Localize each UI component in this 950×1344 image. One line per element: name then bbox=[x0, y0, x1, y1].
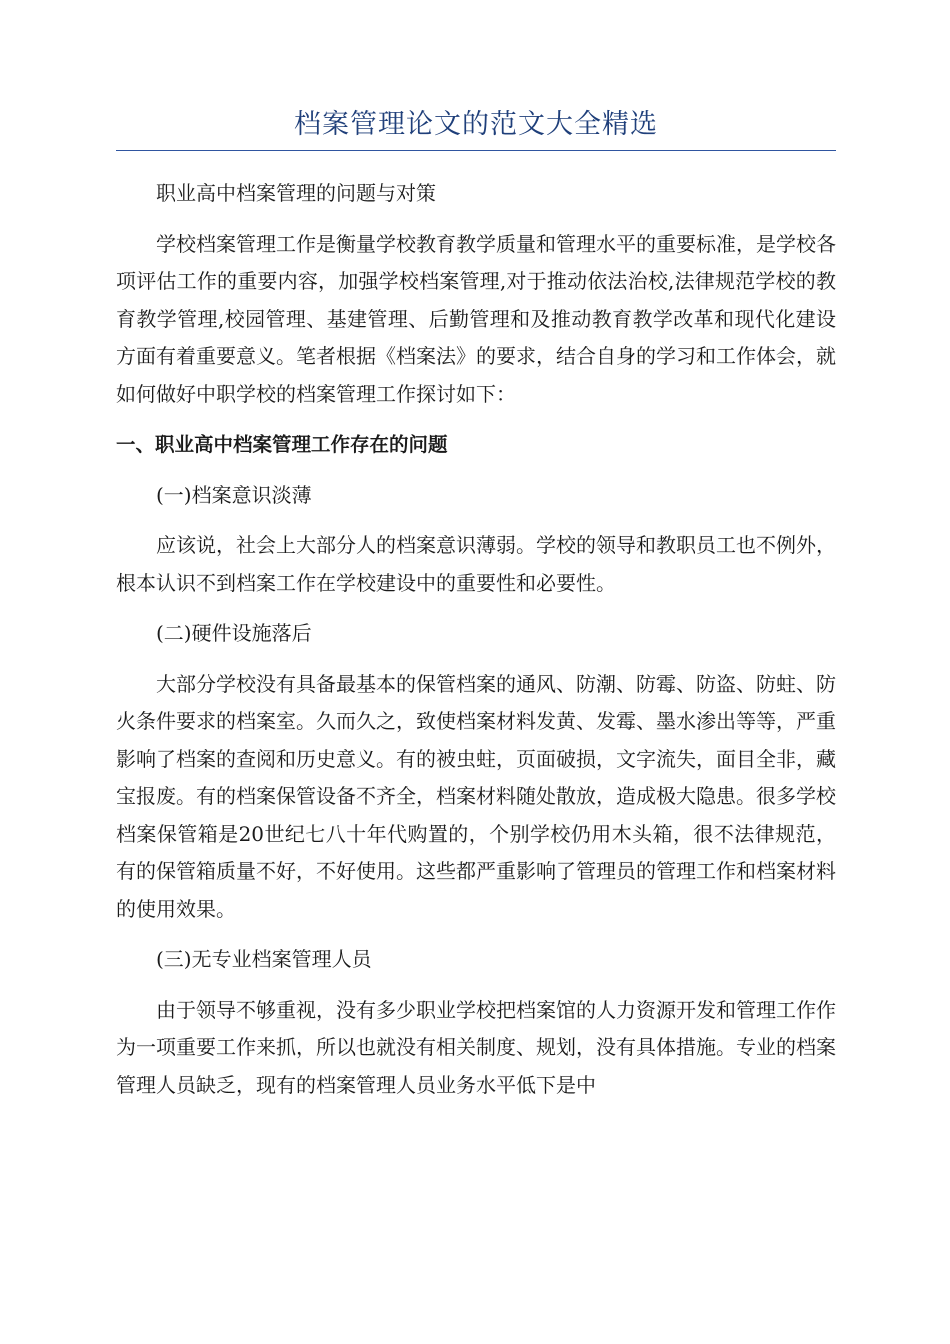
document-page bbox=[116, 110, 836, 1104]
body-paragraph-2: 大部分学校没有具备最基本的保管档案的通风、防潮、防霉、防盗、防蛀、防火条件要求的档案室。久而久之，致使档案材料发黄、发霉、墨水渗出等等，严重影响了档案的查阅和历史意义。有的被虫蛀，页面破损，文字流失，面目全非，藏宝报废。有的档案保管设备不齐全，档案材料随处散放，造成极大隐患。很多学校档案保管箱是20世纪七八十年代购置的，个别学校仍用木头箱，很不法律规范，有的保管箱质量不好，不好使用。这些都严重影响了管理员的管理工作和档案材料的使用效果。 bbox=[116, 671, 836, 921]
document-title: 档案管理论文的范文大全精选 bbox=[294, 109, 658, 140]
subheading-2: (二)硬件设施落后 bbox=[156, 621, 312, 645]
title-underline bbox=[116, 150, 836, 151]
subheading-3: (三)无专业档案管理人员 bbox=[156, 947, 372, 971]
body-paragraph-1: 应该说，社会上大部分人的档案意识薄弱。学校的领导和教职员工也不例外，根本认识不到档案工作在学校建设中的重要性和必要性。 bbox=[116, 533, 836, 595]
subheading-1: (一)档案意识淡薄 bbox=[156, 482, 312, 507]
subtitle-paragraph: 职业高中档案管理的问题与对策 bbox=[156, 181, 436, 205]
section-heading: 一、职业高中档案管理工作存在的问题 bbox=[116, 433, 448, 456]
body-paragraph-3: 由于领导不够重视，没有多少职业学校把档案馆的人力资源开发和管理工作作为一项重要工作来抓，所以也就没有相关制度、规划，没有具体措施。专业的档案管理人员缺乏，现有的档案管理人员业务水平低下是中 bbox=[116, 997, 836, 1097]
intro-paragraph: 学校档案管理工作是衡量学校教育教学质量和管理水平的重要标准，是学校各项评估工作的重要内容，加强学校档案管理,对于推动依法治校,法律规范学校的教育教学管理,校园管理、基建管理、后勤管理和及推动教育教学改革和现代化建设方面有着重要意义。笔者根据《档案法》的要求，结合自身的学习和工作体会，就如何做好中职学校的档案管理工作探讨如下： bbox=[116, 231, 836, 406]
